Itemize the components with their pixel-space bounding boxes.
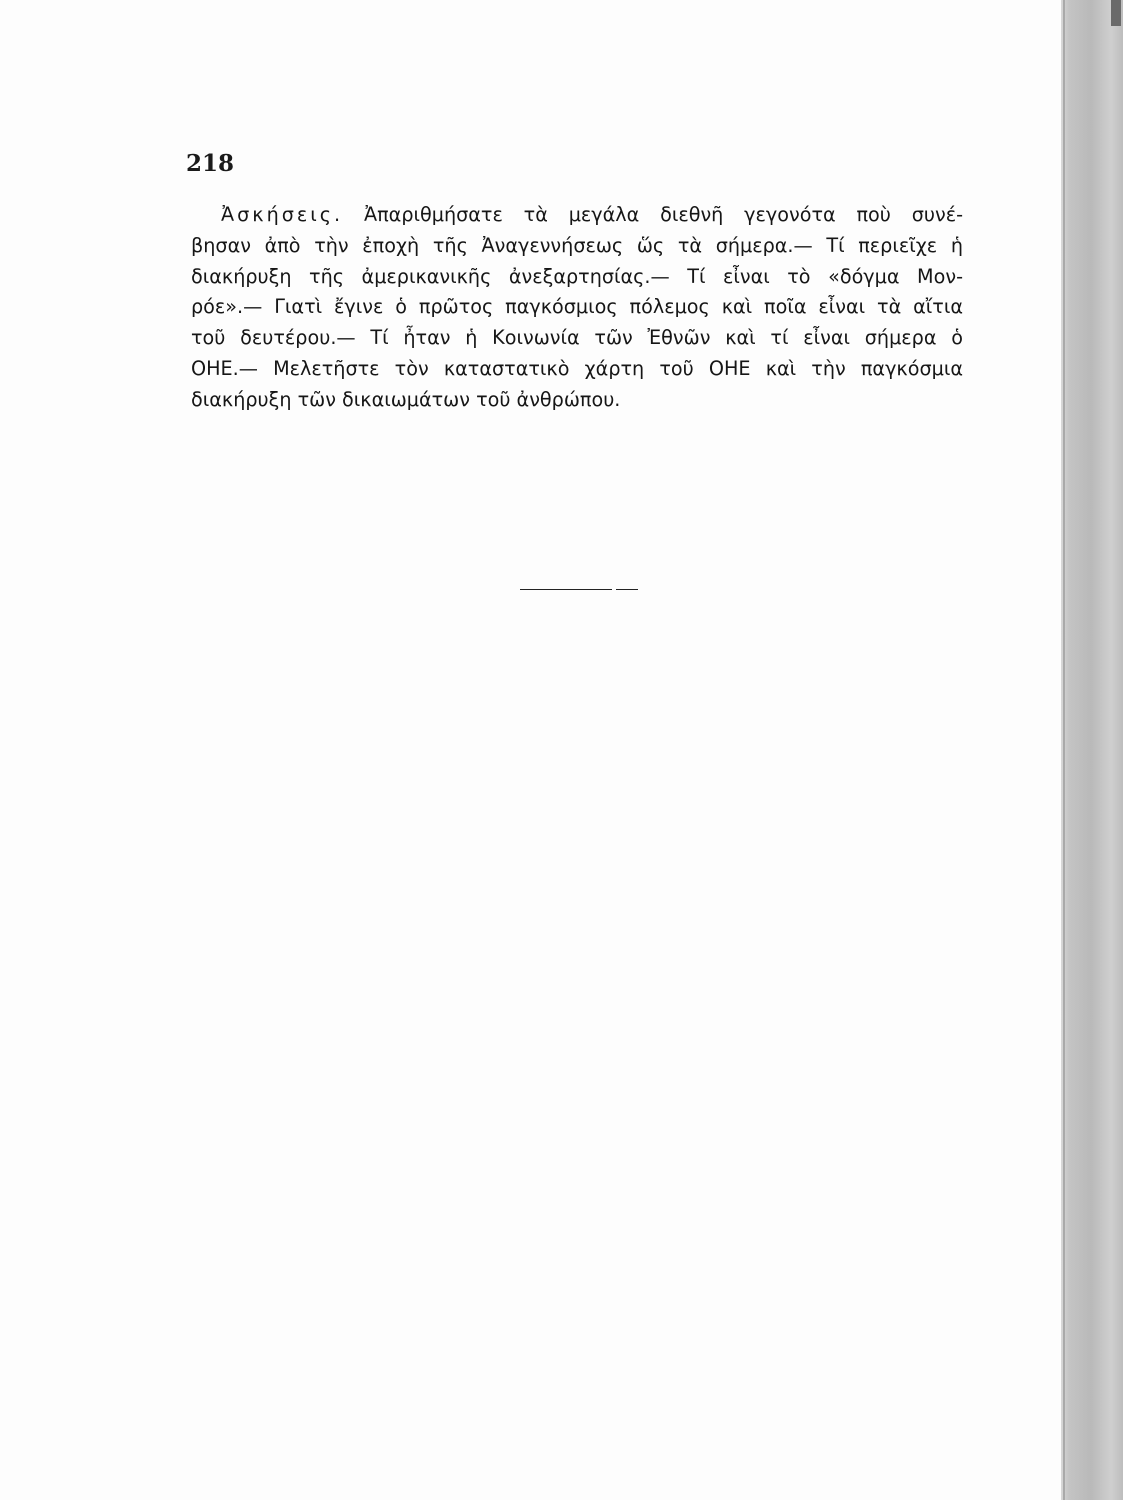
exercise-line-5: τοῦ δευτέρου.— Τί ἦταν ἡ Κοινωνία τῶν Ἐθνῶν καὶ τί εἶναι σήμερα ὁ — [191, 326, 963, 350]
exercise-line-3: διακήρυξη τῆς ἀμερικανικῆς ἀνεξαρτησίας.— Τί εἶναι τὸ «δόγμα Μον- — [191, 264, 963, 288]
exercise-line-2: βησαν ἀπὸ τὴν ἐποχὴ τῆς Ἀναγεννήσεως ὥς τὰ σήμερα.— Τί περιεῖχε ἡ — [191, 233, 963, 257]
page-number: 218 — [186, 150, 235, 177]
page-edge-shadow — [1061, 0, 1123, 1500]
exercise-line-4: ρόε».— Γιατὶ ἔγινε ὁ πρῶτος παγκόσμιος πόλεμος καὶ ποῖα εἶναι τὰ αἴτια — [191, 295, 963, 319]
exercise-heading: Ἀσκήσεις. — [221, 203, 344, 226]
end-rule-long — [520, 589, 612, 590]
exercise-line-1-text: Ἀπαριθμήσατε τὰ μεγάλα διεθνῆ γεγονότα ποὺ συνέ- — [364, 203, 963, 226]
end-rule-short — [616, 589, 638, 590]
exercise-paragraph — [191, 200, 963, 416]
edge-top-mark — [1111, 0, 1121, 26]
exercise-line-6: ΟΗΕ.— Μελετῆστε τὸν καταστατικὸ χάρτη τοῦ ΟΗΕ καὶ τὴν παγκόσμια — [191, 356, 963, 380]
exercise-line-7: διακήρυξη τῶν δικαιωμάτων τοῦ ἀνθρώπου. — [191, 387, 621, 411]
page-edge-line — [1063, 0, 1065, 1500]
exercise-line-1 — [191, 200, 963, 231]
